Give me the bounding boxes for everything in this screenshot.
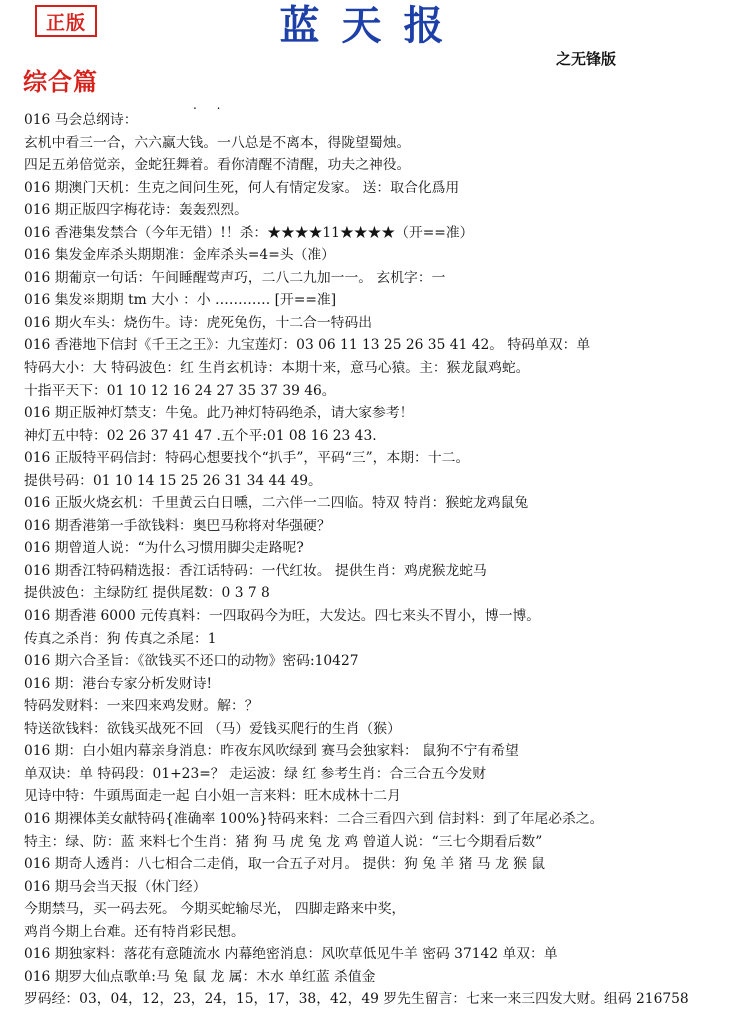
section-heading: 综合篇 [23, 68, 98, 96]
text-line: 特码发财料：一来四来鸡发财。解：？ [24, 698, 259, 715]
text-line: 神灯五中特：02 26 37 41 47 .五个平:01 08 16 23 43. [24, 427, 377, 444]
text-line: 016 期曾道人说：“为什么习惯用脚尖走路呢? [24, 540, 304, 557]
text-line: 016 期奇人透肖：八七相合二走俏，取一合五子对月。 提供：狗 兔 羊 猪 马 龙 猴 鼠 [24, 856, 546, 873]
text-line: 016 期马会当天报（休门经） [24, 878, 207, 895]
text-line: 罗码经：03，04，12，23，24，15，17，38，42，49 罗先生留言：七来一来三四发大财。组码 216758 [24, 991, 689, 1008]
decorative-dots: . . [193, 98, 229, 112]
text-line: 见诗中特：牛頭馬面走一起 白小姐一言来料：旺木成林十二月 [24, 788, 401, 805]
text-line: 玄机中看三一合，六六赢大钱。一八总是不离本，得陇望蜀烛。 [24, 134, 411, 151]
text-line: 016 期独家料：落花有意随流水 内幕绝密消息：风吹草低见牛羊 密码 37142 单双：单 [24, 946, 558, 963]
text-line: 016 正版特平码信封：特码心想要找个“扒手”，平码“三”，本期：十二。 [24, 450, 470, 467]
text-line: 016 期火车头：烧伤牛。诗：虎死兔伤，十二合一特码出 [24, 314, 373, 331]
text-line: 016 期：港台专家分析发财诗! [24, 675, 213, 692]
text-line: 四足五弟倍觉亲，金蛇狂舞着。看你清醒不清醒，功夫之神役。 [24, 157, 411, 174]
text-line: 特送欲钱料：欲钱买战死不回 （马）爱钱买爬行的生肖（猴） [24, 720, 401, 737]
text-line: 016 期裸体美女献特码{准确率 100%}特码来料：二合三看四六到 信封料：到了年尾必杀之。 [24, 810, 604, 827]
text-line: 传真之杀肖：狗 传真之杀尾：1 [24, 630, 217, 647]
text-line: 特主：绿、防：蓝 来料七个生肖：猪 狗 马 虎 兔 龙 鸡 曾道人说：“三七今期看后数” [24, 833, 543, 850]
text-line: 016 期香港第一手欲钱料：奥巴马称将对华强硬？ [24, 517, 331, 534]
text-line: 016 期六合圣旨：《欲钱买不还口的动物》密码:10427 [24, 653, 359, 670]
text-line: 016 香港集发禁合（今年无错）!！杀：★★★★11★★★★（开==准） [24, 224, 474, 241]
text-line: 十指平天下：01 10 12 16 24 27 35 37 39 46。 [24, 382, 336, 399]
text-line: 016 期香江特码精选报：香江话特码：一代红妆。 提供生肖：鸡虎猴龙蛇马 [24, 562, 487, 579]
text-line: 016 集发※期期 tm 大小 ：小 ………… [开==准] [24, 292, 337, 309]
text-line: 016 集发金库杀头期期准：金库杀头=4=头（准） [24, 247, 335, 264]
text-line: 今期禁马，买一码去死。 今期买蛇输尽光， 四脚走路来中奖， [24, 901, 406, 918]
content-lines [24, 109, 739, 1011]
text-line: 016 期澳门天机：生克之间问生死，何人有情定发家。 送：取合化爲用 [24, 179, 460, 196]
text-line: 鸡肖今期上台难。还有特肖彩民想。 [24, 923, 245, 940]
text-line: 提供号码：01 10 14 15 25 26 31 34 44 49。 [24, 472, 322, 489]
text-line: 016 期正版神灯禁支：牛兔。此乃神灯特码绝杀，请大家参考！ [24, 405, 414, 422]
text-line: 单双诀：单 特码段：01+23=？ 走运波：绿 红 参考生肖：合三合五今发财 [24, 765, 487, 782]
edition-label: 之无锋版 [556, 50, 617, 68]
text-line: 016 期香港 6000 元传真料：一四取码今为旺，大发达。四七来头不胃小，博一博。 [24, 608, 541, 625]
official-badge: 正版 [35, 5, 97, 37]
text-line: 016 期正版四字梅花诗：轰轰烈烈。 [24, 202, 248, 219]
text-line: 016 马会总纲诗： [24, 112, 138, 128]
text-line: 016 期葡京一句话：午间睡醒莺声巧，二八二九加一一。 玄机字：一 [24, 269, 446, 286]
newspaper-title: 蓝天报 [279, 2, 466, 49]
text-line: 016 香港地下信封《千王之王》：九宝莲灯：03 06 11 13 25 26 35 41 42。 特码单双：单 [24, 337, 591, 354]
text-line: 特码大小：大 特码波色：红 生肖玄机诗：本期十来，意马心猿。主：猴龙鼠鸡蛇。 [24, 360, 530, 377]
text-line: 016 期罗大仙点歌单:马 兔 鼠 龙 属：木水 单红蓝 杀值金 [24, 968, 376, 985]
text-line: 016 期：白小姐内幕亲身消息：昨夜东风吹绿到 赛马会独家料： 鼠狗不宁有希望 [24, 743, 519, 760]
text-line: 提供波色：主绿防红 提供尾数：0 3 7 8 [24, 585, 270, 602]
text-line: 016 正版火烧玄机：千里黄云白日曛，二六伴一二四临。特双 特肖：猴蛇龙鸡鼠兔 [24, 495, 529, 512]
